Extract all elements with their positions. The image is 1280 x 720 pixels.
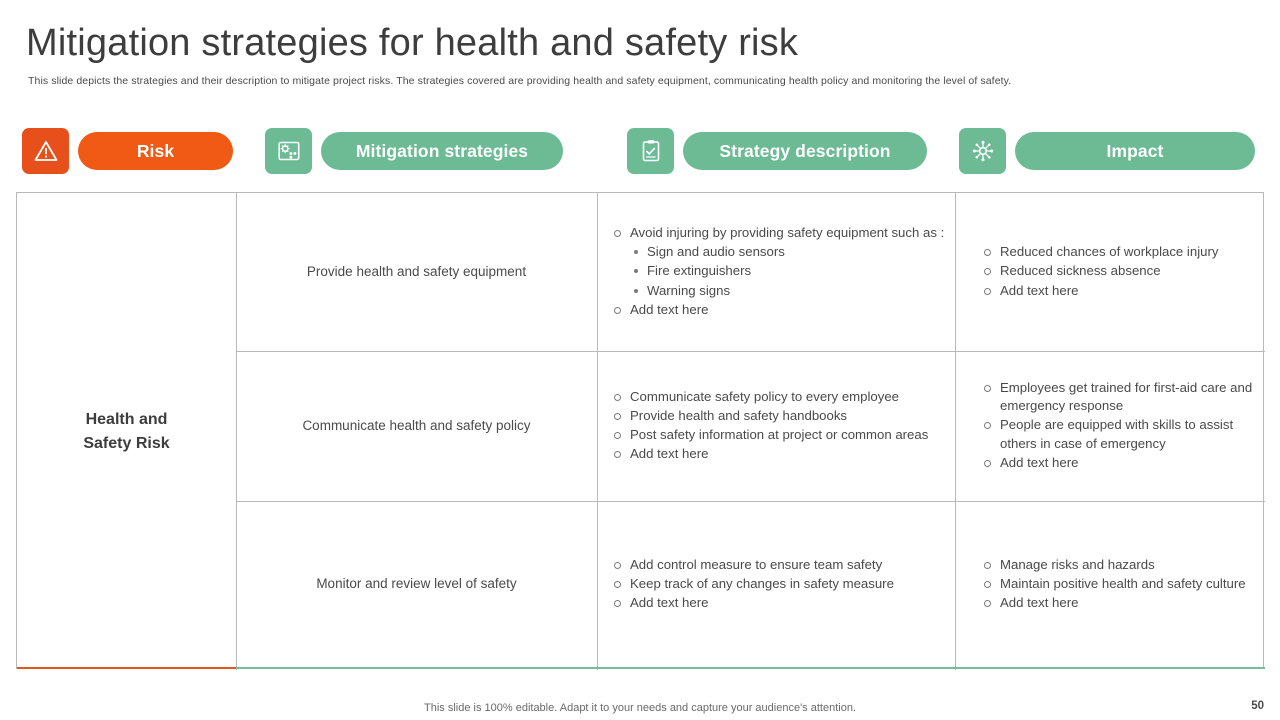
list-item: Manage risks and hazards bbox=[981, 556, 1253, 574]
row-3-strategy-text: Monitor and review level of safety bbox=[316, 576, 517, 592]
list-item: Add text here bbox=[981, 454, 1253, 472]
row-2-risk-cell bbox=[17, 351, 236, 501]
list-item: Keep track of any changes in safety measure bbox=[611, 575, 945, 593]
list-item bbox=[611, 224, 945, 300]
row-2-strategy-cell bbox=[236, 351, 597, 501]
footer-note: This slide is 100% editable. Adapt it to your needs and capture your audience's attention. bbox=[424, 702, 856, 714]
clipboard-check-icon bbox=[627, 128, 674, 174]
header-impact[interactable] bbox=[959, 128, 1262, 174]
risk-category-line2: Safety Risk bbox=[83, 434, 170, 452]
list-item: Add text here bbox=[981, 594, 1253, 612]
row-1-risk-cell bbox=[17, 193, 236, 351]
row-1-description-cell bbox=[597, 193, 955, 351]
list-item: People are equipped with skills to assist others in case of emergency bbox=[981, 416, 1253, 452]
row-2-description-cell bbox=[597, 351, 955, 501]
row-3-risk-cell bbox=[17, 501, 236, 668]
table-row bbox=[17, 351, 1263, 501]
warning-triangle-icon bbox=[22, 128, 69, 174]
mitigation-table bbox=[16, 192, 1264, 669]
table-row bbox=[17, 501, 1263, 668]
header-mitigation-strategies-label: Mitigation strategies bbox=[321, 132, 563, 170]
list-item: Add text here bbox=[611, 594, 945, 612]
header-risk[interactable] bbox=[22, 128, 254, 174]
header-strategy-description[interactable] bbox=[627, 128, 929, 174]
strategy-gear-icon bbox=[265, 128, 312, 174]
list-item: Provide health and safety handbooks bbox=[611, 407, 945, 425]
list-item: Reduced sickness absence bbox=[981, 262, 1253, 280]
list-item: Maintain positive health and safety culture bbox=[981, 575, 1253, 593]
column-headers bbox=[22, 128, 1262, 174]
list-item: Add text here bbox=[611, 445, 945, 463]
impact-network-icon bbox=[959, 128, 1006, 174]
table-row bbox=[17, 193, 1263, 351]
list-item: Post safety information at project or common areas bbox=[611, 426, 945, 444]
row-3-impact-cell bbox=[955, 501, 1263, 668]
header-impact-label: Impact bbox=[1015, 132, 1255, 170]
row-1-desc-0: Avoid injuring by providing safety equipment such as : bbox=[630, 224, 945, 240]
list-item: Fire extinguishers bbox=[630, 262, 945, 280]
page-subtitle: This slide depicts the strategies and their description to mitigate project risks. The strategies covered are providing health and safety equipment, communicating health policy and monitoring the level of safety. bbox=[28, 75, 1012, 87]
header-strategy-description-label: Strategy description bbox=[683, 132, 927, 170]
list-item: Warning signs bbox=[630, 282, 945, 300]
list-item: Add text here bbox=[611, 301, 945, 319]
list-item: Sign and audio sensors bbox=[630, 243, 945, 261]
page-number: 50 bbox=[1251, 700, 1264, 712]
list-item: Employees get trained for first-aid care and emergency response bbox=[981, 379, 1253, 415]
page-title: Mitigation strategies for health and safety risk bbox=[26, 22, 799, 64]
list-item: Reduced chances of workplace injury bbox=[981, 243, 1253, 261]
list-item: Add control measure to ensure team safety bbox=[611, 556, 945, 574]
row-3-description-cell bbox=[597, 501, 955, 668]
row-1-strategy-cell bbox=[236, 193, 597, 351]
list-item: Add text here bbox=[981, 282, 1253, 300]
risk-category-line1: Health and bbox=[85, 411, 168, 429]
row-1-impact-cell bbox=[955, 193, 1263, 351]
header-risk-label: Risk bbox=[78, 132, 233, 170]
list-item: Communicate safety policy to every employee bbox=[611, 388, 945, 406]
row-2-impact-cell bbox=[955, 351, 1263, 501]
row-1-strategy-text: Provide health and safety equipment bbox=[306, 263, 527, 279]
header-mitigation-strategies[interactable] bbox=[265, 128, 590, 174]
row-3-strategy-cell bbox=[236, 501, 597, 668]
row-2-strategy-text: Communicate health and safety policy bbox=[302, 417, 531, 433]
